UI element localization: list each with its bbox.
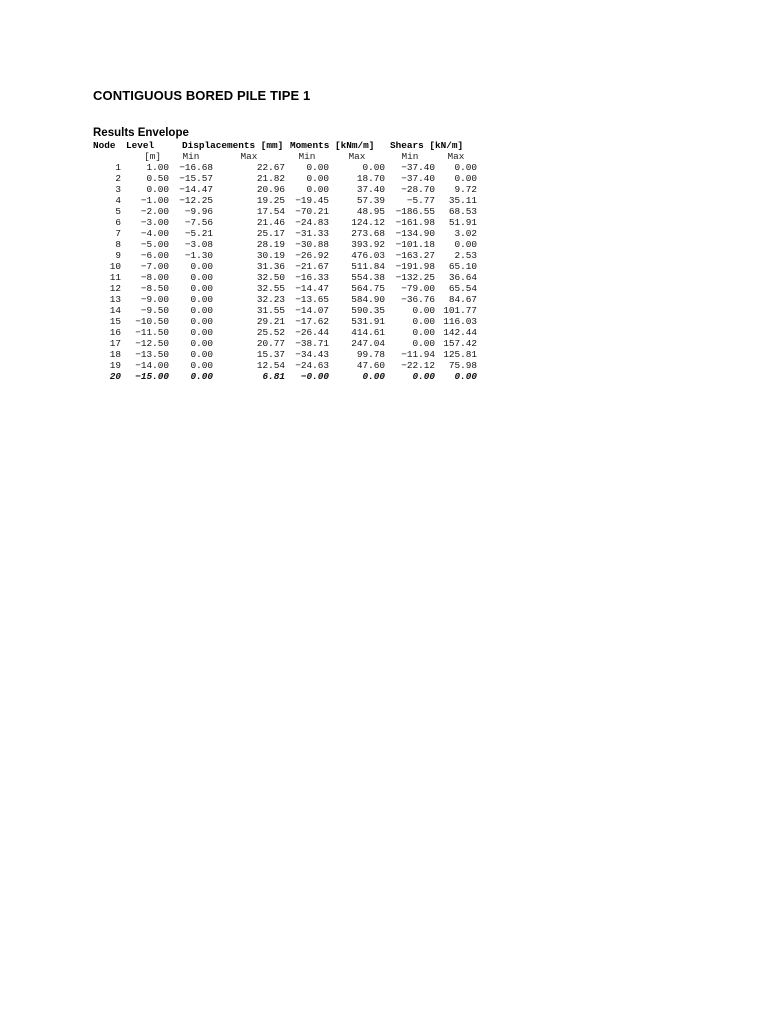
level-cell: −10.50	[135, 316, 169, 327]
moment-max-cell: 99.78	[356, 349, 385, 360]
moment-min-cell: 0.00	[306, 173, 329, 184]
disp-max-cell: 30.19	[256, 250, 285, 261]
table-header-row	[93, 140, 477, 151]
disp-max-cell: 31.55	[256, 305, 285, 316]
moment-min-cell: −24.83	[295, 217, 329, 228]
moment-max-cell: 47.60	[356, 360, 385, 371]
moment-max-cell: 554.38	[351, 272, 385, 283]
table-row	[93, 206, 477, 217]
table-row	[93, 250, 477, 261]
moment-max-cell: 273.68	[351, 228, 385, 239]
disp-max-cell: 29.21	[256, 316, 285, 327]
shear-max-cell: 65.10	[448, 261, 477, 272]
level-cell: −11.50	[135, 327, 169, 338]
moment-min-cell: −26.92	[295, 250, 329, 261]
shear-min-cell: −36.76	[401, 294, 435, 305]
level-cell: 0.50	[146, 173, 169, 184]
subheader-mom-max: Max	[348, 151, 366, 162]
table-body	[93, 162, 477, 382]
moment-max-cell: 48.95	[356, 206, 385, 217]
node-cell: 7	[115, 228, 121, 239]
shear-max-cell: 65.54	[448, 283, 477, 294]
disp-max-cell: 17.54	[256, 206, 285, 217]
level-cell: −15.00	[135, 371, 169, 382]
table-row	[93, 195, 477, 206]
disp-min-cell: 0.00	[190, 305, 213, 316]
moment-min-cell: −24.63	[295, 360, 329, 371]
disp-min-cell: 0.00	[190, 294, 213, 305]
subheader-node	[93, 151, 121, 162]
level-cell: −3.00	[140, 217, 169, 228]
level-cell: −12.50	[135, 338, 169, 349]
node-cell: 4	[115, 195, 121, 206]
level-cell: −14.00	[135, 360, 169, 371]
disp-max-cell: 32.23	[256, 294, 285, 305]
moment-min-cell: −31.33	[295, 228, 329, 239]
node-cell: 18	[109, 349, 121, 360]
moment-min-cell: −21.67	[295, 261, 329, 272]
results-envelope-table	[93, 140, 477, 382]
node-cell: 17	[109, 338, 121, 349]
disp-min-cell: 0.00	[190, 272, 213, 283]
shear-min-cell: −191.98	[395, 261, 435, 272]
level-cell: −13.50	[135, 349, 169, 360]
table-row	[93, 371, 477, 382]
node-cell: 13	[109, 294, 121, 305]
shear-max-cell: 0.00	[454, 173, 477, 184]
header-level: Level	[126, 140, 155, 151]
node-cell: 15	[109, 316, 121, 327]
header-node: Node	[93, 140, 116, 151]
table-row	[93, 349, 477, 360]
table-row	[93, 184, 477, 195]
moment-min-cell: 0.00	[306, 162, 329, 173]
disp-min-cell: 0.00	[190, 349, 213, 360]
level-cell: 1.00	[146, 162, 169, 173]
moment-max-cell: 37.40	[356, 184, 385, 195]
shear-min-cell: −132.25	[395, 272, 435, 283]
node-cell: 19	[109, 360, 121, 371]
disp-max-cell: 32.50	[256, 272, 285, 283]
table-row	[93, 162, 477, 173]
shear-max-cell: 9.72	[454, 184, 477, 195]
level-cell: −9.00	[140, 294, 169, 305]
disp-min-cell: 0.00	[190, 338, 213, 349]
table-row	[93, 261, 477, 272]
moment-max-cell: 0.00	[362, 162, 385, 173]
level-cell: −2.00	[140, 206, 169, 217]
moment-min-cell: −16.33	[295, 272, 329, 283]
moment-max-cell: 57.39	[356, 195, 385, 206]
moment-max-cell: 124.12	[351, 217, 385, 228]
shear-max-cell: 101.77	[443, 305, 477, 316]
moment-min-cell: −38.71	[295, 338, 329, 349]
shear-min-cell: 0.00	[412, 327, 435, 338]
level-cell: −5.00	[140, 239, 169, 250]
moment-max-cell: 393.92	[351, 239, 385, 250]
node-cell: 9	[115, 250, 121, 261]
disp-max-cell: 32.55	[256, 283, 285, 294]
disp-min-cell: −14.47	[179, 184, 213, 195]
table-row	[93, 272, 477, 283]
shear-min-cell: −79.00	[401, 283, 435, 294]
disp-max-cell: 6.81	[262, 371, 285, 382]
moment-max-cell: 0.00	[362, 371, 385, 382]
shear-max-cell: 0.00	[454, 371, 477, 382]
section-title: Results Envelope	[93, 127, 189, 139]
document-title: CONTIGUOUS BORED PILE TIPE 1	[93, 88, 311, 103]
shear-max-cell: 0.00	[454, 239, 477, 250]
disp-min-cell: 0.00	[190, 283, 213, 294]
shear-min-cell: −11.94	[401, 349, 435, 360]
disp-max-cell: 21.82	[256, 173, 285, 184]
moment-min-cell: −0.00	[300, 371, 329, 382]
moment-max-cell: 564.75	[351, 283, 385, 294]
disp-min-cell: 0.00	[190, 360, 213, 371]
shear-min-cell: −37.40	[401, 173, 435, 184]
disp-max-cell: 31.36	[256, 261, 285, 272]
moment-min-cell: −70.21	[295, 206, 329, 217]
shear-max-cell: 142.44	[443, 327, 477, 338]
moment-min-cell: −17.62	[295, 316, 329, 327]
shear-min-cell: −5.77	[406, 195, 435, 206]
subheader-mom-min: Min	[298, 151, 316, 162]
table-row	[93, 327, 477, 338]
node-cell: 14	[109, 305, 121, 316]
table-row	[93, 239, 477, 250]
disp-min-cell: 0.00	[190, 261, 213, 272]
disp-max-cell: 12.54	[256, 360, 285, 371]
moment-min-cell: −34.43	[295, 349, 329, 360]
node-cell: 10	[109, 261, 121, 272]
subheader-shear-min: Min	[401, 151, 419, 162]
level-cell: −9.50	[140, 305, 169, 316]
moment-min-cell: 0.00	[306, 184, 329, 195]
table-row	[93, 173, 477, 184]
subheader-shear-max: Max	[447, 151, 465, 162]
moment-min-cell: −30.88	[295, 239, 329, 250]
node-cell: 3	[115, 184, 121, 195]
shear-max-cell: 0.00	[454, 162, 477, 173]
header-moments: Moments [kNm/m]	[290, 140, 375, 151]
node-cell: 6	[115, 217, 121, 228]
shear-min-cell: −161.98	[395, 217, 435, 228]
moment-min-cell: −19.45	[295, 195, 329, 206]
node-cell: 16	[109, 327, 121, 338]
moment-max-cell: 247.04	[351, 338, 385, 349]
disp-min-cell: −5.21	[184, 228, 213, 239]
table-subheader-row	[93, 151, 477, 162]
header-shears: Shears [kN/m]	[390, 140, 464, 151]
node-cell: 1	[115, 162, 121, 173]
moment-min-cell: −13.65	[295, 294, 329, 305]
shear-max-cell: 35.11	[448, 195, 477, 206]
node-cell: 20	[109, 371, 121, 382]
disp-min-cell: −16.68	[179, 162, 213, 173]
shear-min-cell: 0.00	[412, 338, 435, 349]
shear-min-cell: −134.90	[395, 228, 435, 239]
table-row	[93, 316, 477, 327]
shear-min-cell: −101.18	[395, 239, 435, 250]
subheader-disp-max: Max	[240, 151, 258, 162]
moment-max-cell: 476.03	[351, 250, 385, 261]
shear-max-cell: 157.42	[443, 338, 477, 349]
table-row	[93, 217, 477, 228]
disp-min-cell: 0.00	[190, 316, 213, 327]
shear-min-cell: 0.00	[412, 371, 435, 382]
moment-max-cell: 414.61	[351, 327, 385, 338]
moment-max-cell: 531.91	[351, 316, 385, 327]
table-row	[93, 283, 477, 294]
moment-max-cell: 18.70	[356, 173, 385, 184]
disp-min-cell: −7.56	[184, 217, 213, 228]
moment-min-cell: −26.44	[295, 327, 329, 338]
disp-max-cell: 21.46	[256, 217, 285, 228]
moment-max-cell: 590.35	[351, 305, 385, 316]
node-cell: 12	[109, 283, 121, 294]
disp-max-cell: 25.52	[256, 327, 285, 338]
shear-max-cell: 84.67	[448, 294, 477, 305]
shear-min-cell: −186.55	[395, 206, 435, 217]
shear-max-cell: 36.64	[448, 272, 477, 283]
level-cell: −4.00	[140, 228, 169, 239]
header-displacements: Displacements [mm]	[182, 140, 284, 151]
level-cell: 0.00	[146, 184, 169, 195]
shear-min-cell: 0.00	[412, 316, 435, 327]
table-row	[93, 294, 477, 305]
moment-min-cell: −14.47	[295, 283, 329, 294]
shear-min-cell: −22.12	[401, 360, 435, 371]
shear-max-cell: 116.03	[443, 316, 477, 327]
level-cell: −6.00	[140, 250, 169, 261]
moment-min-cell: −14.07	[295, 305, 329, 316]
shear-max-cell: 125.81	[443, 349, 477, 360]
disp-min-cell: 0.00	[190, 327, 213, 338]
shear-max-cell: 75.98	[448, 360, 477, 371]
disp-min-cell: 0.00	[190, 371, 213, 382]
shear-min-cell: 0.00	[412, 305, 435, 316]
disp-min-cell: −15.57	[179, 173, 213, 184]
table-row	[93, 228, 477, 239]
disp-max-cell: 22.67	[256, 162, 285, 173]
subheader-level-unit: [m]	[144, 151, 161, 162]
table-row	[93, 305, 477, 316]
level-cell: −8.00	[140, 272, 169, 283]
disp-max-cell: 20.96	[256, 184, 285, 195]
shear-min-cell: −37.40	[401, 162, 435, 173]
disp-max-cell: 15.37	[256, 349, 285, 360]
disp-min-cell: −3.08	[184, 239, 213, 250]
table-row	[93, 360, 477, 371]
disp-min-cell: −9.96	[184, 206, 213, 217]
shear-min-cell: −28.70	[401, 184, 435, 195]
level-cell: −7.00	[140, 261, 169, 272]
disp-min-cell: −12.25	[179, 195, 213, 206]
moment-max-cell: 511.84	[351, 261, 385, 272]
disp-max-cell: 20.77	[256, 338, 285, 349]
node-cell: 5	[115, 206, 121, 217]
disp-max-cell: 25.17	[256, 228, 285, 239]
level-cell: −1.00	[140, 195, 169, 206]
moment-max-cell: 584.90	[351, 294, 385, 305]
disp-max-cell: 28.19	[256, 239, 285, 250]
shear-max-cell: 2.53	[454, 250, 477, 261]
disp-min-cell: −1.30	[184, 250, 213, 261]
node-cell: 11	[109, 272, 121, 283]
node-cell: 2	[115, 173, 121, 184]
shear-max-cell: 68.53	[448, 206, 477, 217]
shear-min-cell: −163.27	[395, 250, 435, 261]
subheader-disp-min: Min	[182, 151, 200, 162]
level-cell: −8.50	[140, 283, 169, 294]
shear-max-cell: 3.02	[454, 228, 477, 239]
disp-max-cell: 19.25	[256, 195, 285, 206]
table-row	[93, 338, 477, 349]
shear-max-cell: 51.91	[448, 217, 477, 228]
node-cell: 8	[115, 239, 121, 250]
